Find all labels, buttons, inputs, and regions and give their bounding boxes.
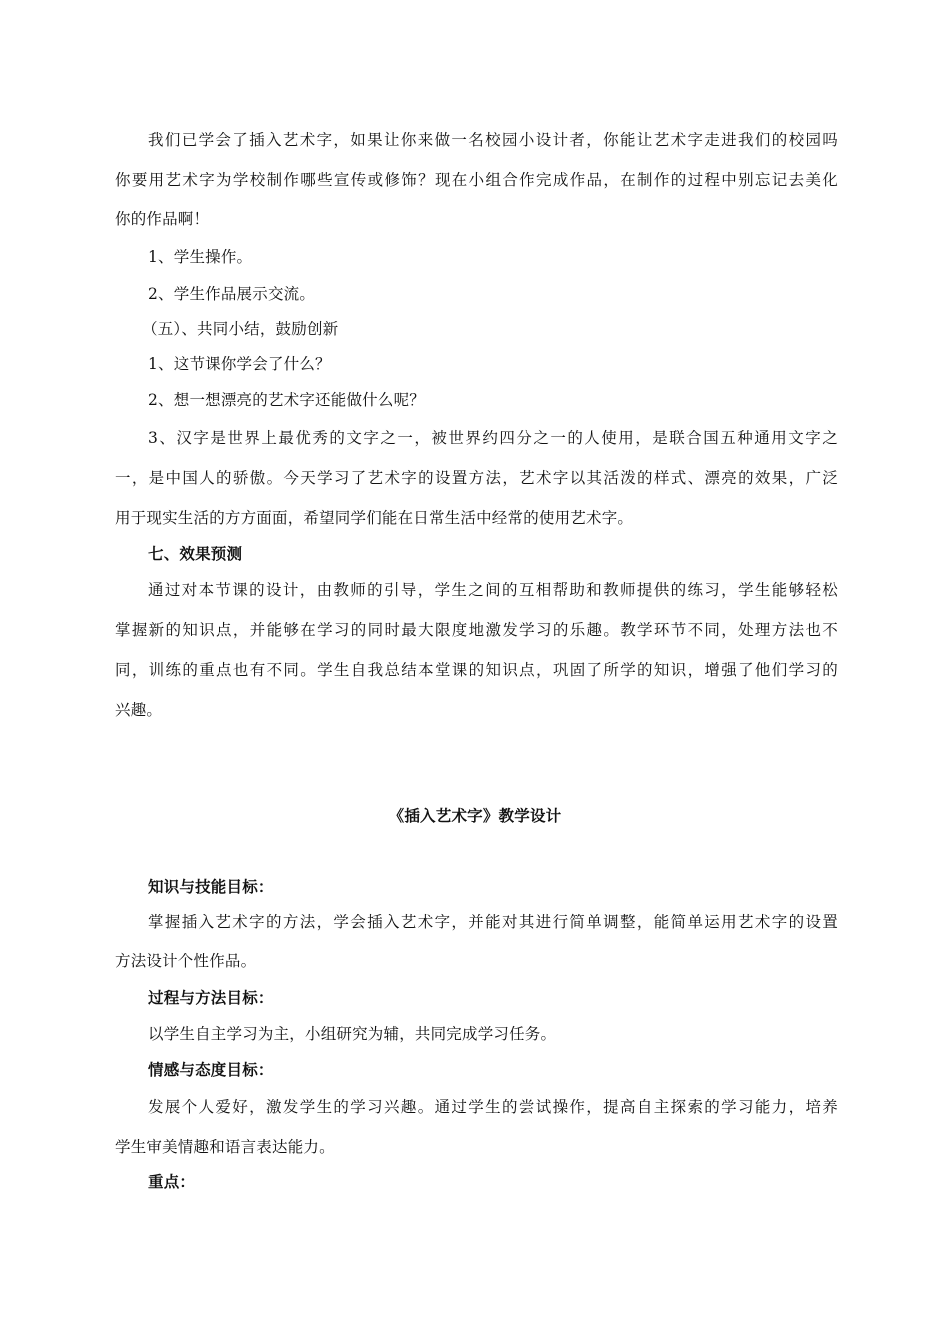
para1-line3: 你的作品啊！ xyxy=(115,210,210,228)
design-title: 《插入艺术字》教学设计 xyxy=(388,806,562,825)
effect-para-line3: 同，训练的重点也有不同。学生自我总结本堂课的知识点，巩固了所学的知识，增强了他们学习的 xyxy=(115,661,838,679)
question-2: 2、想一想漂亮的艺术字还能做什么呢？ xyxy=(148,391,425,409)
item-student-operate: 1、学生操作。 xyxy=(148,248,253,266)
question-3-line3: 用于现实生活的方方面面，希望同学们能在日常生活中经常的使用艺术字。 xyxy=(115,509,634,527)
question-1: 1、这节课你学会了什么？ xyxy=(148,355,331,373)
question-3-line1: 3、汉字是世界上最优秀的文字之一，被世界约四分之一的人使用，是联合国五种通用文字之 xyxy=(148,429,838,447)
goal-knowledge-line1: 掌握插入艺术字的方法，学会插入艺术字，并能对其进行简单调整，能简单运用艺术字的设置 xyxy=(148,913,838,931)
effect-para-line4: 兴趣。 xyxy=(115,701,163,719)
goal-attitude-heading: 情感与态度目标： xyxy=(148,1060,274,1079)
goal-attitude-line1: 发展个人爱好，激发学生的学习兴趣。通过学生的尝试操作，提高自主探索的学习能力，培养 xyxy=(148,1098,838,1116)
effect-para-line1: 通过对本节课的设计，由教师的引导，学生之间的互相帮助和教师提供的练习，学生能够轻松 xyxy=(148,581,838,599)
subheading-summary: （五）、共同小结，鼓励创新 xyxy=(142,320,339,338)
question-3-line2: 一，是中国人的骄傲。今天学习了艺术字的设置方法，艺术字以其活泼的样式、漂亮的效果，广泛 xyxy=(115,469,838,487)
goal-knowledge-heading: 知识与技能目标： xyxy=(148,877,274,896)
goal-knowledge-line2: 方法设计个性作品。 xyxy=(115,952,257,970)
effect-para-line2: 掌握新的知识点，并能够在学习的同时最大限度地激发学习的乐趣。教学环节不同，处理方法也不 xyxy=(115,621,838,639)
para1-line1: 我们已学会了插入艺术字，如果让你来做一名校园小设计者，你能让艺术字走进我们的校园吗 xyxy=(148,131,838,149)
goal-attitude-line2: 学生审美情趣和语言表达能力。 xyxy=(115,1138,335,1156)
goal-process-text: 以学生自主学习为主，小组研究为辅，共同完成学习任务。 xyxy=(148,1025,557,1043)
key-point-heading: 重点： xyxy=(148,1172,196,1191)
goal-process-heading: 过程与方法目标： xyxy=(148,988,274,1007)
item-student-showcase: 2、学生作品展示交流。 xyxy=(148,285,316,303)
heading-effect-prediction: 七、效果预测 xyxy=(148,544,243,563)
para1-line2: 你要用艺术字为学校制作哪些宣传或修饰？现在小组合作完成作品，在制作的过程中别忘记去美化 xyxy=(115,171,838,189)
